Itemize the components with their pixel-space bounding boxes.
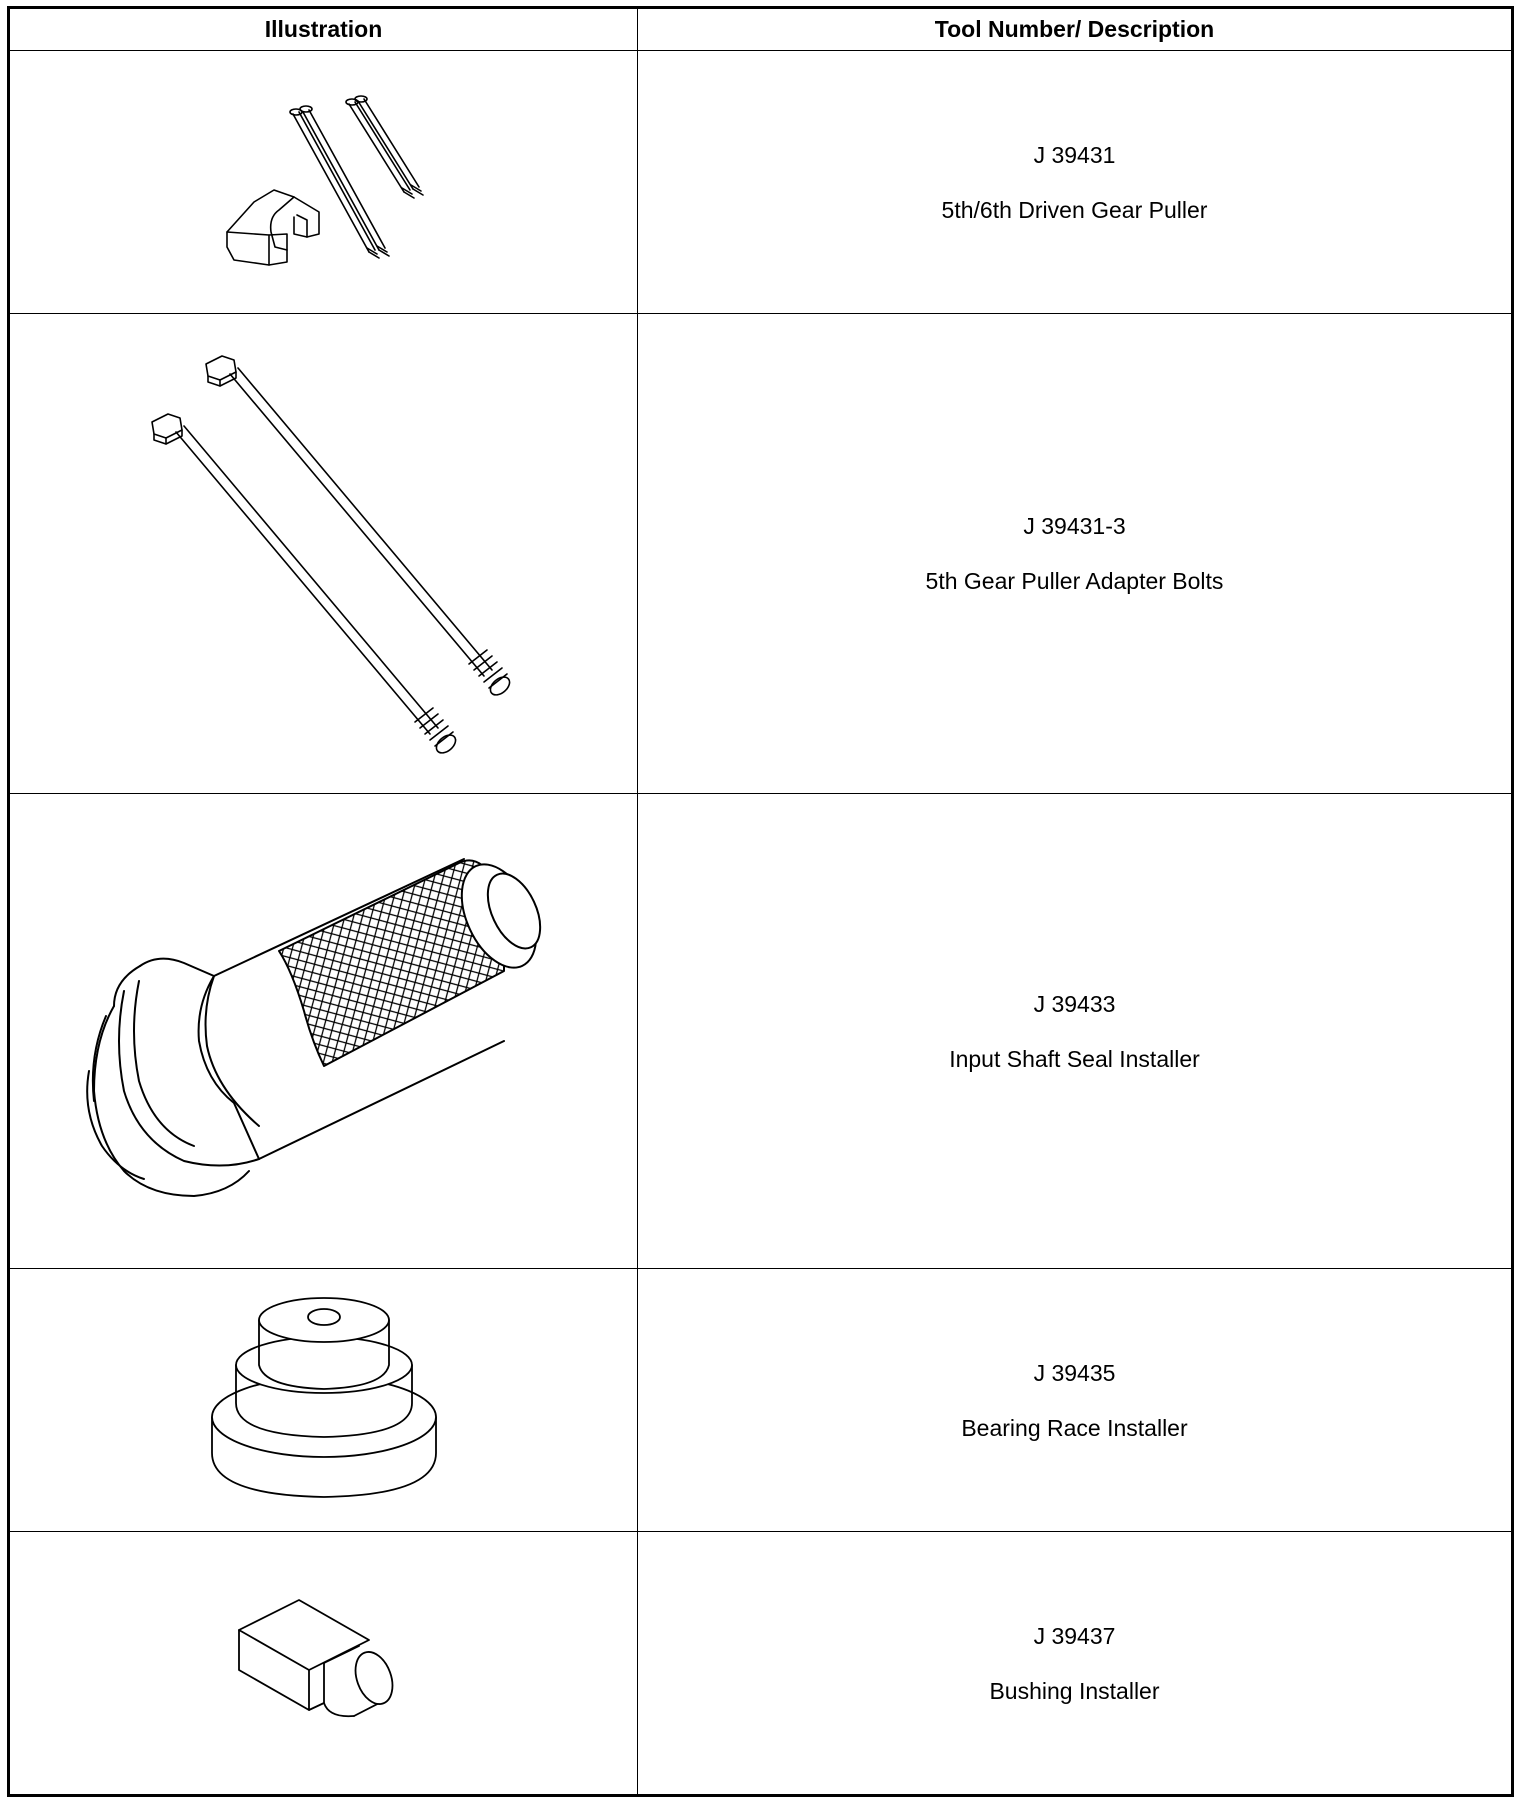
description-cell [638,51,1513,314]
tool-description: 5th Gear Puller Adapter Bolts [925,568,1224,594]
tool-number: J 39435 [1033,1359,1116,1386]
adapter-bolts-icon [134,334,514,774]
tool-number: J 39431-3 [1023,513,1126,539]
gear-puller-icon [209,82,439,282]
illustration-cell [9,1269,638,1532]
table-row [9,314,1513,794]
description-cell [638,794,1513,1269]
tool-description: 5th/6th Driven Gear Puller [941,196,1208,223]
special-tools-table [7,6,1514,1797]
description-cell [638,1269,1513,1532]
tool-description: Bushing Installer [989,1677,1160,1704]
bushing-installer-icon [229,1588,419,1738]
illustration-cell [9,51,638,314]
tool-description: Input Shaft Seal Installer [949,1045,1200,1072]
description-cell [638,314,1513,794]
table-row [9,794,1513,1269]
illustration-header: Illustration [9,8,638,51]
table-row [9,1269,1513,1532]
tool-number: J 39433 [1033,990,1116,1017]
illustration-cell [9,794,638,1269]
tool-description: Bearing Race Installer [961,1414,1188,1441]
tool-header: Tool Number/ Description [638,8,1513,51]
illustration-cell [9,314,638,794]
header-row [9,8,1513,51]
tool-number: J 39437 [1033,1622,1116,1649]
seal-installer-icon [84,841,564,1221]
bearing-race-installer-icon [204,1285,444,1515]
table-row [9,51,1513,314]
description-cell [638,1532,1513,1796]
table-row [9,1532,1513,1796]
illustration-cell [9,1532,638,1796]
tool-number: J 39431 [1033,141,1116,168]
